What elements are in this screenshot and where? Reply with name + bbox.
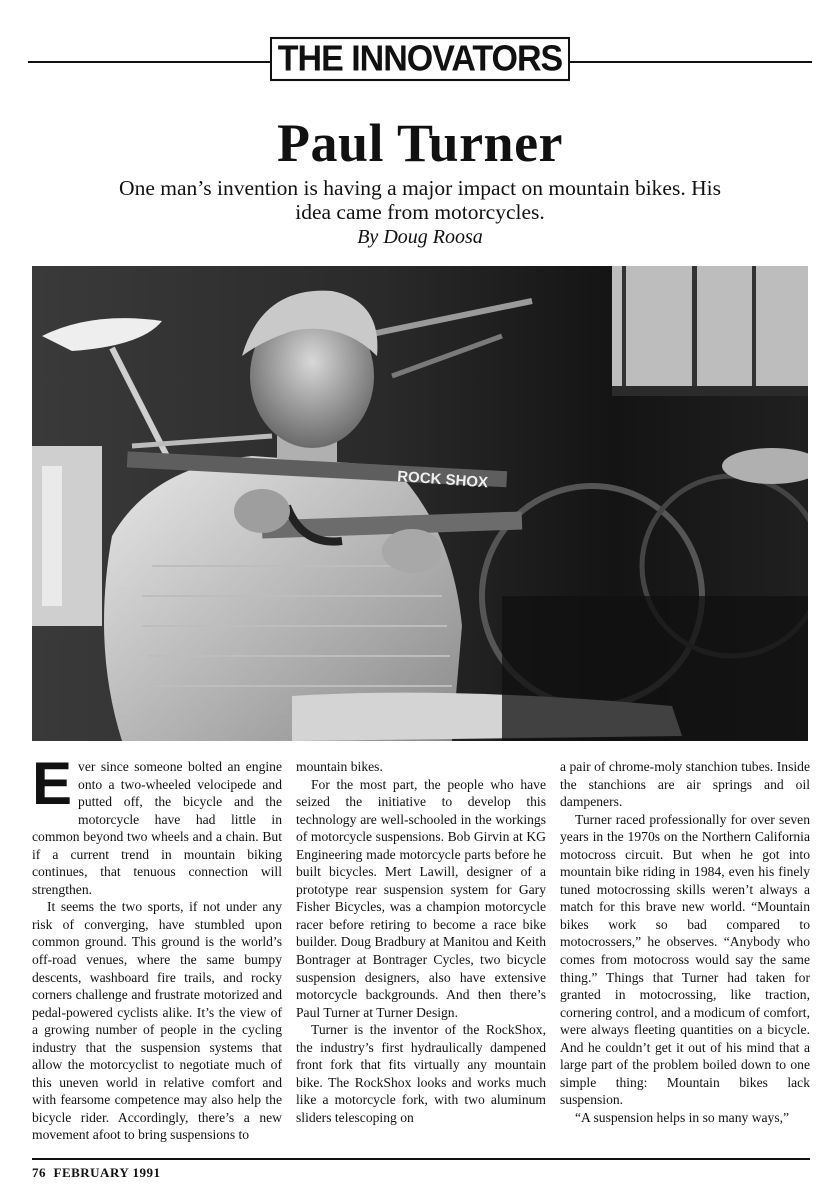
column-1 <box>32 750 282 1144</box>
article-body <box>32 750 810 1162</box>
header-rule-right <box>570 61 812 63</box>
article-byline: By Doug Roosa <box>357 226 483 248</box>
paragraph: mountain bikes. <box>296 759 383 774</box>
article-deck: One man’s invention is having a major impact on mountain bikes. His idea came from motorcycles. <box>119 176 721 224</box>
section-label: THE INNOVATORS <box>270 37 570 81</box>
paragraph: Turner is the inventor of the RockShox, the industry’s first hydraulically dampened front fork that fits virtually any mountain bike. The RockShox looks and works much like a motorcycle fork, with two aluminum sliders telescoping on <box>296 1022 546 1125</box>
photo-illustration <box>32 266 808 741</box>
column-3 <box>560 758 810 1126</box>
paragraph: For the most part, the people who have seized the initiative to develop this technology are well-schooled in the workings of motorcycle suspensions. Bob Girvin at KG Engineering made motorcycle parts before he built bicycles. Mert Lawill, designer of a prototype rear suspension system for Gary Fisher Bicycles, was a champion motorcycle racer before retiring to become a race bike builder. Doug Bradbury at Manitou and Keith Bontrager at Bontrager Cycles, two bicycle suspension designers, also have extensive motorcycle backgrounds. And then there’s Paul Turner at Turner Design. <box>296 776 546 1020</box>
paragraph: “A suspension helps in so many ways,” <box>575 1109 790 1125</box>
drop-cap: E <box>32 750 73 817</box>
header-rule-left <box>28 61 270 63</box>
paragraph <box>32 750 282 898</box>
paragraph: Turner raced professionally for over seven years in the 1970s on the Northern California motocross circuit. But when he got into mountain bike riding in 1984, even his finely tuned motocrossing skills weren’t always a match for this brave new world. “Mountain bikes work so bad compared to motocrossers,” he observes. “Anybody who comes from motocross would say the same thing.” Things that Turner had taken for granted in motocrossing, like traction, cornering control, and a modicum of comfort, were always fleeting quantities on a bicycle. And he couldn’t get it out of his mind that a large part of the problem boiled down to one simple thing: Mountain bikes lack suspension. <box>560 811 810 1108</box>
footer-rule <box>32 1158 810 1160</box>
column-2 <box>296 758 546 1126</box>
paragraph: It seems the two sports, if not under any risk of converging, have stumbled upon common ground. This ground is the world’s off-road venues, where the same bumpy descents, washboard fire trails, and rocky corners challenge and frustrate motorized and pedal-powered cyclists alike. It’s the view of a growing number of people in the cycling industry that the suspension systems that allow the motorcyclist to negotiate much of this uneven world in relative comfort and with fearsome competence may also help the bicycle rider. Accordingly, there’s a new movement afoot to bring suspensions to <box>32 899 282 1143</box>
paragraph: a pair of chrome-moly stanchion tubes. Inside the stanchions are air springs and oil dampeners. <box>560 759 810 810</box>
section-header <box>28 38 812 84</box>
fork-decal: ROCK SHOX <box>396 468 489 492</box>
article-title: Paul Turner <box>276 113 564 173</box>
article-photo <box>32 266 808 741</box>
page-folio: 76 FEBRUARY 1991 <box>32 1165 161 1180</box>
paragraph-text: ver since someone bolted an engine onto a two-wheeled velocipede and putted off, the bicycle and the motorcycle have had little in common beyond two wheels and a chain. But if a current trend in mountain biking continues, that tenuous connection will strengthen. <box>32 759 282 897</box>
